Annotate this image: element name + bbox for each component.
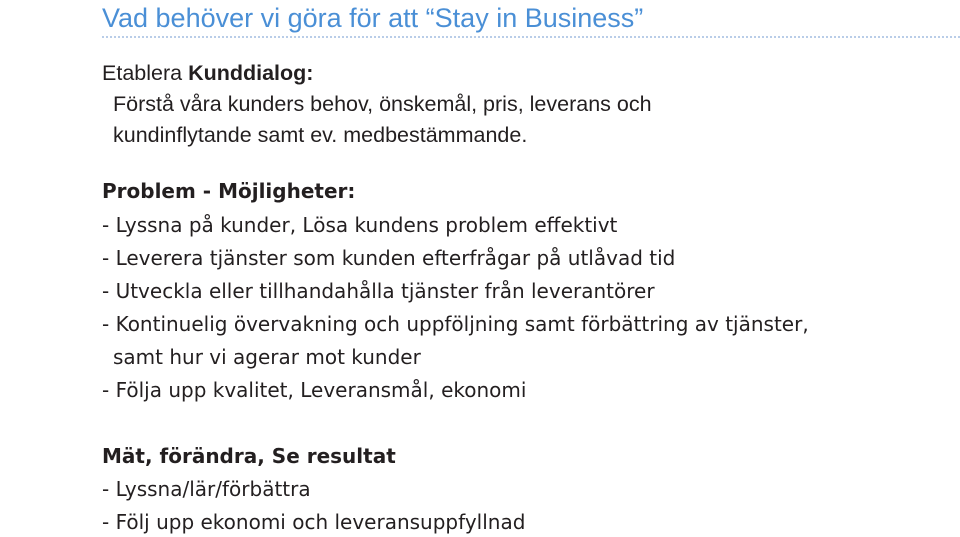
section3-line-1: - Lyssna/lär/förbättra (102, 477, 311, 501)
section2-line-1: - Lyssna på kunder, Lösa kundens problem effektivt (102, 213, 618, 237)
section2-line-5: samt hur vi agerar mot kunder (113, 345, 421, 369)
section1-heading-prefix: Etablera (102, 61, 189, 85)
section2-heading: Problem - Möjligheter: (102, 179, 356, 203)
title-divider (102, 36, 960, 38)
section2-line-2: - Leverera tjänster som kunden efterfrågar på utlåvad tid (102, 246, 676, 270)
section2-line-4: - Kontinuelig övervakning och uppföljning samt förbättring av tjänster, (102, 312, 809, 336)
section3-line-2: - Följ upp ekonomi och leveransuppfyllnad (102, 510, 526, 534)
page-title: Vad behöver vi göra för att “Stay in Business” (102, 3, 644, 33)
section2-line-6: - Följa upp kvalitet, Leveransmål, ekonomi (102, 378, 527, 402)
section2-line-3: - Utveckla eller tillhandahålla tjänster från leverantörer (102, 279, 655, 303)
section1-line-2: kundinflytande samt ev. medbestämmande. (113, 123, 528, 147)
section3-heading: Mät, förändra, Se resultat (102, 444, 396, 468)
section1-heading-bold: Kunddialog: (188, 61, 314, 85)
section1-line-1: Förstå våra kunders behov, önskemål, pris, leverans och (113, 92, 652, 116)
section1-heading (102, 60, 313, 86)
